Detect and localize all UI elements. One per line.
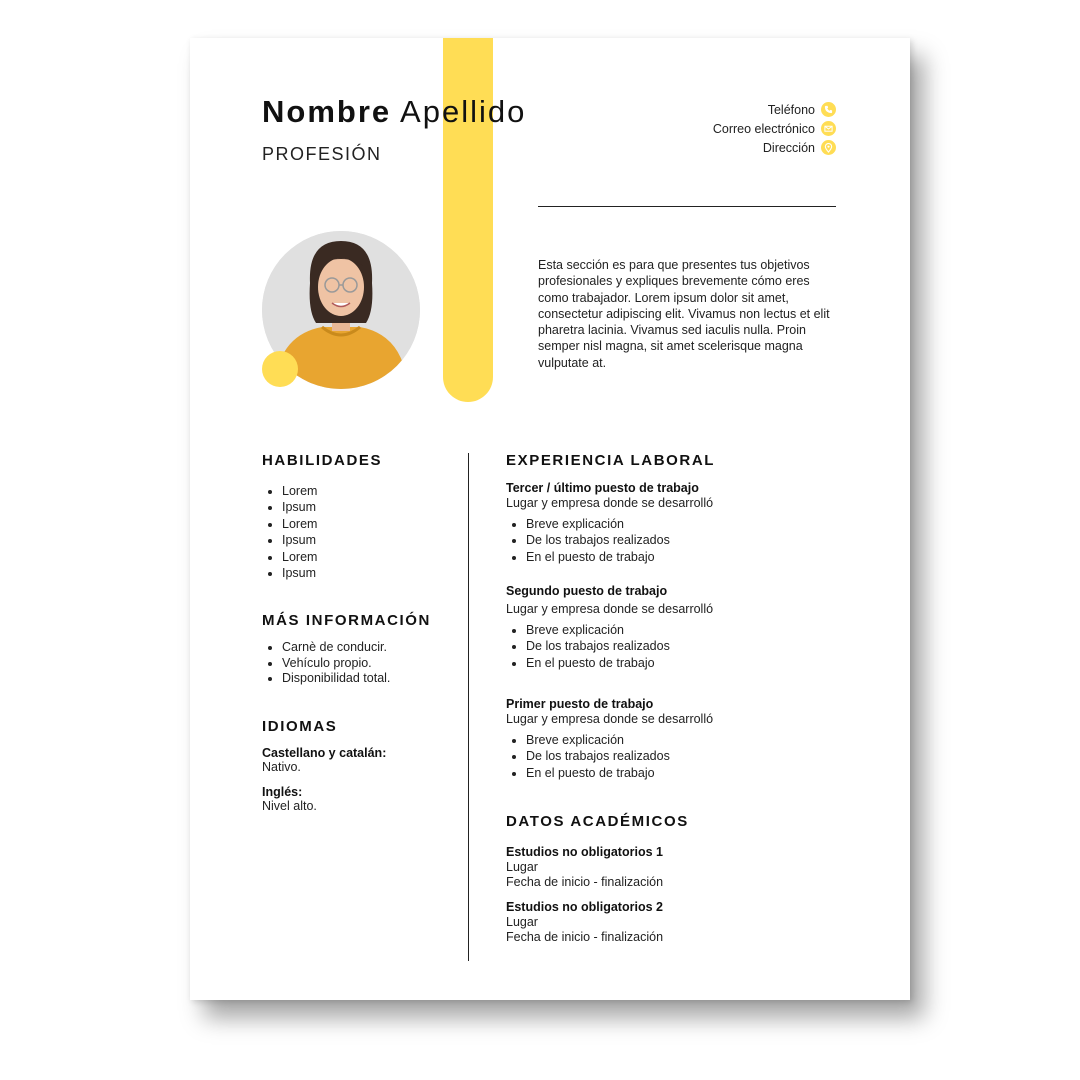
- list-item: • Disponibilidad total.: [282, 671, 390, 687]
- education-entry: [506, 900, 663, 944]
- list-item: • Carnè de conducir.: [282, 640, 390, 656]
- education-entry: [506, 845, 663, 889]
- job-place: Lugar y empresa donde se desarrolló: [506, 712, 714, 726]
- column-divider: [468, 453, 469, 961]
- location-pin-icon: [821, 140, 836, 155]
- last-name: Apellido: [400, 94, 527, 129]
- education-place: Lugar: [506, 859, 538, 874]
- profession: PROFESIÓN: [262, 144, 382, 164]
- education-title: Estudios no obligatorios 1: [506, 845, 663, 859]
- list-item: • De los trabajos realizados: [526, 748, 836, 764]
- list-item: • Ipsum: [282, 499, 317, 515]
- job-title: Tercer / último puesto de trabajo: [506, 481, 699, 495]
- phone-icon: [821, 102, 836, 117]
- list-item: • En el puesto de trabajo: [526, 549, 836, 565]
- header-rule: [538, 206, 836, 207]
- language-level: Nativo.: [262, 760, 301, 774]
- education-heading: DATOS ACADÉMICOS: [506, 813, 689, 830]
- list-item: • Lorem: [282, 483, 317, 499]
- job-entry: [506, 584, 836, 671]
- job-title: Primer puesto de trabajo: [506, 697, 654, 711]
- job-title: Segundo puesto de trabajo: [506, 584, 668, 598]
- more-info-heading: MÁS INFORMACIÓN: [262, 612, 431, 629]
- list-item: • Breve explicación: [526, 516, 836, 532]
- email-icon: [821, 121, 836, 136]
- contact-block: [713, 100, 836, 157]
- resume-page: [190, 38, 910, 1000]
- list-item: • De los trabajos realizados: [526, 638, 836, 654]
- photo-accent-dot: [262, 351, 298, 387]
- skills-heading: HABILIDADES: [262, 452, 383, 469]
- language-name: Castellano y catalán:: [262, 746, 387, 760]
- list-item: • Ipsum: [282, 532, 317, 548]
- language-entry: [262, 785, 317, 813]
- list-item: • De los trabajos realizados: [526, 532, 836, 548]
- accent-bar: [443, 38, 493, 402]
- contact-phone: [713, 100, 836, 119]
- job-entry: [506, 481, 836, 565]
- list-item: • Breve explicación: [526, 732, 836, 748]
- list-item: • Lorem: [282, 516, 317, 532]
- experience-heading: EXPERIENCIA LABORAL: [506, 452, 716, 469]
- contact-address: [713, 138, 836, 157]
- first-name: Nombre: [262, 94, 392, 129]
- full-name: [262, 94, 526, 130]
- language-entry: [262, 746, 386, 774]
- list-item: • Vehículo propio.: [282, 656, 390, 672]
- about-text: Esta sección es para que presentes tus objetivos profesionales y expliques brevemente cómo eres como trabajador. Lorem ipsum dolor sit amet, consectetur adipiscing elit. Vivamus non lectus et elit pharetra lacinia. Vivamus sed iaculis nulla. Proin semper nisl magna, sit amet scelerisque magna vulputate at.: [538, 258, 830, 370]
- language-level: Nivel alto.: [262, 799, 317, 813]
- job-entry: [506, 697, 836, 781]
- list-item: • En el puesto de trabajo: [526, 655, 836, 671]
- list-item: • Ipsum: [282, 565, 317, 581]
- education-title: Estudios no obligatorios 2: [506, 900, 663, 914]
- job-place: Lugar y empresa donde se desarrolló: [506, 496, 714, 510]
- contact-email: [713, 119, 836, 138]
- list-item: • Breve explicación: [526, 622, 836, 638]
- more-info-list: [262, 640, 390, 687]
- languages-heading: IDIOMAS: [262, 718, 338, 735]
- education-dates: Fecha de inicio - finalización: [506, 929, 664, 944]
- job-bullets: [506, 732, 836, 781]
- job-bullets: [506, 516, 836, 565]
- education-place: Lugar: [506, 914, 538, 929]
- email-label: Correo electrónico: [712, 121, 815, 136]
- list-item: • En el puesto de trabajo: [526, 765, 836, 781]
- job-place: Lugar y empresa donde se desarrolló: [506, 602, 714, 616]
- skills-list: [262, 483, 317, 581]
- phone-label: Teléfono: [767, 102, 815, 117]
- job-bullets: [506, 622, 836, 671]
- address-label: Dirección: [762, 140, 815, 155]
- list-item: • Lorem: [282, 549, 317, 565]
- language-name: Inglés:: [262, 785, 303, 799]
- education-dates: Fecha de inicio - finalización: [506, 874, 664, 889]
